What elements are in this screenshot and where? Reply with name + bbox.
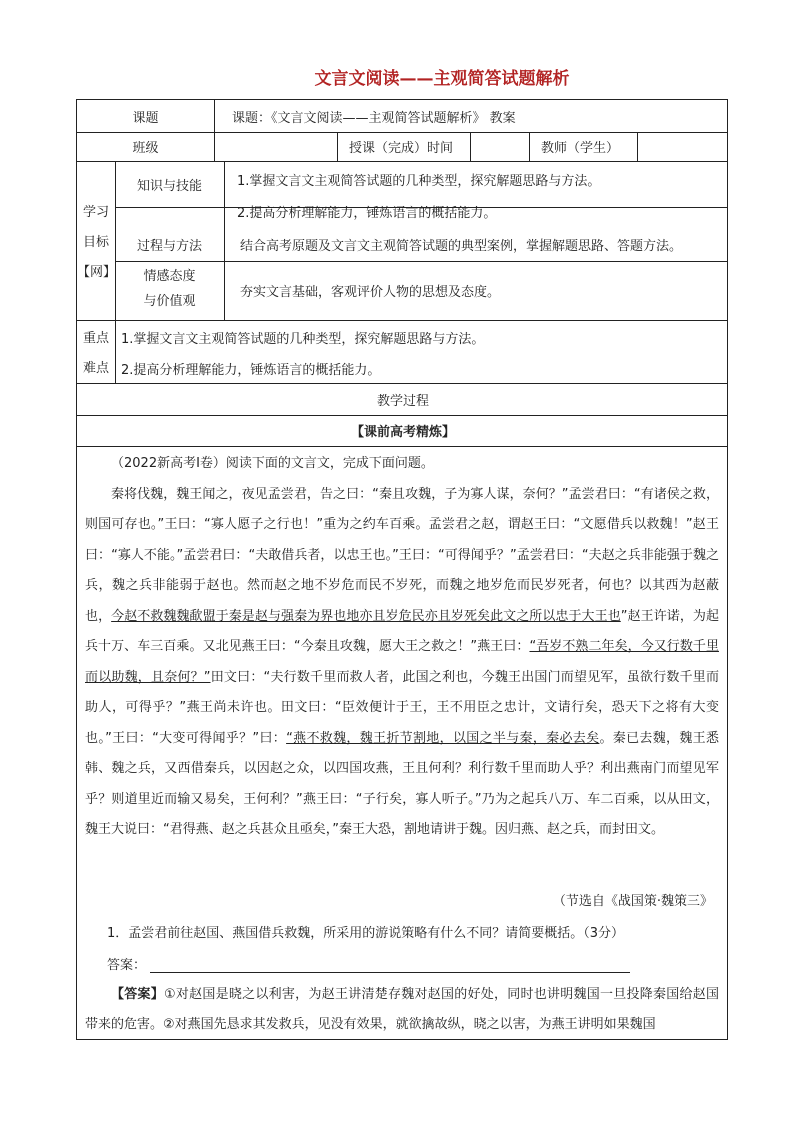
emotion-label-2: 与价值观 — [143, 294, 196, 309]
passage-part-a: 秦将伐魏，魏王闻之，夜见孟尝君，告之曰：“秦且攻魏，子为寡人谋，奈何？”孟尝君曰：“有诸侯之救，则国可存也。”王曰：“寡人愿子之行也！”重为之约车百乘。孟尝君之赵，谓赵王曰：“文愿借兵以救魏！”赵王曰：“寡人不能。”孟尝君曰：“夫敢借兵者，以忠王也。”王曰：“可得闻乎？”孟尝君曰：“夫赵之兵非能强于魏之兵，魏之兵非能弱于赵也。然而赵之地不岁危而民不岁死，而魏之地岁危而民岁死者，何也？以其西为赵蔽也， — [85, 486, 719, 624]
underlined-sentence-3: “燕不救魏，魏王折节割地，以国之半与秦，秦必去矣 — [286, 730, 600, 746]
knowledge-item-2: 2.提高分析理解能力，锤炼语言的概括能力。 — [237, 206, 497, 221]
teacher-label: 教师（学生） — [541, 141, 620, 156]
knowledge-item-1: 1.掌握文言文主观简答试题的几种类型，探究解题思路与方法。 — [237, 174, 601, 189]
passage-part-b: ”赵王许诺，为起兵十万、车三百乘。又北见燕王曰：“今秦且攻魏，愿大王之救之！”燕王曰： — [85, 608, 719, 654]
question-1: 1．孟尝君前往赵国、燕国借兵救魏，所采用的游说策略有什么不同？请简要概括。（3分） — [107, 926, 625, 941]
answer-label: 答案： — [107, 958, 147, 973]
objectives-label-1: 学习 — [82, 205, 109, 220]
class-label: 班级 — [132, 141, 159, 156]
answer-blank[interactable] — [150, 958, 630, 973]
underlined-sentence-1: 今赵不救魏魏歃盟于秦是赵与强秦为界也地亦且岁危民亦且岁死矣此文之所以忠于大王也 — [111, 608, 621, 624]
underlined-sentence-2: “吾岁不熟二年矣，今又行数千里而以助魏，且奈何？” — [85, 639, 719, 685]
objectives-label-3: 【网】 — [77, 265, 117, 280]
process-text: 结合高考原题及文言文主观简答试题的典型案例，掌握解题思路、答题方法。 — [240, 238, 683, 254]
keypoints-label — [77, 324, 115, 384]
passage-part-c: 田文曰：“夫行数千里而救人者，此国之利也，今魏王出国门而望见军，虽欲行数千里而助人，可得乎？”燕王尚未许也。田文曰：“臣效便计于王，王不用臣之忠计，文请行矣，恐天下之将有大变也。”王曰：“大变可得闻乎？”曰： — [85, 669, 719, 746]
keypoints-label-2: 难点 — [82, 361, 109, 376]
topic-label: 课题 — [132, 110, 159, 126]
emotion-label — [115, 264, 224, 314]
lesson-plan-table — [76, 99, 728, 1040]
answer-text: ①对赵国是晓之以利害，为赵王讲清楚存魏对赵国的好处，同时也讲明魏国一旦投降秦国给赵国带来的危害。②对燕国先恳求其发救兵，见没有效果，就欲擒故纵，晓之以害，为燕王讲明如果魏国 — [85, 987, 719, 1032]
emotion-text: 夯实文言基础，客观评价人物的思想及态度。 — [240, 285, 501, 300]
topic-value: 课题：《文言文阅读——主观简答试题解析》 教案 — [232, 110, 516, 126]
teaching-process-header: 教学过程 — [376, 393, 429, 409]
section-header: 【课前高考精炼】 — [350, 425, 455, 440]
objectives-label-2: 目标 — [82, 235, 109, 250]
emotion-label-1: 情感态度 — [143, 269, 196, 284]
keypoints-label-1: 重点 — [82, 331, 109, 346]
page-title: 文言文阅读——主观简答试题解析 — [314, 69, 570, 89]
keypoint-item-1: 1.掌握文言文主观简答试题的几种类型，探究解题思路与方法。 — [121, 332, 485, 347]
answer-line-row — [107, 954, 630, 973]
passage-paragraph — [85, 480, 719, 846]
answer-block — [85, 980, 719, 1040]
passage-part-d: 。秦已去魏，魏王悉韩、魏之兵，又西借秦兵，以因赵之众，以四国攻燕，王且何利？利行数千里而助人乎？利出燕南门而望见军乎？则道里近而输又易矣，王何利？”燕王曰：“子行矣，寡人听子。”乃为之起兵八万、车二百乘，以从田文，魏王大说曰：“君得燕、赵之兵甚众且亟矣，”秦王大恐，割地请讲于魏。因归燕、赵之兵，而封田文。 — [85, 730, 719, 837]
passage-source: （节选自《战国策·魏策三》 — [552, 894, 713, 909]
time-label: 授课（完成）时间 — [349, 141, 454, 156]
process-label: 过程与方法 — [136, 238, 202, 254]
answer-tag: 【答案】 — [111, 987, 165, 1002]
keypoint-item-2: 2.提高分析理解能力，锤炼语言的概括能力。 — [121, 363, 381, 378]
passage-intro: （2022新高考Ⅰ卷）阅读下面的文言文，完成下面问题。 — [111, 456, 434, 471]
passage — [85, 449, 719, 846]
knowledge-label: 知识与技能 — [136, 178, 202, 194]
